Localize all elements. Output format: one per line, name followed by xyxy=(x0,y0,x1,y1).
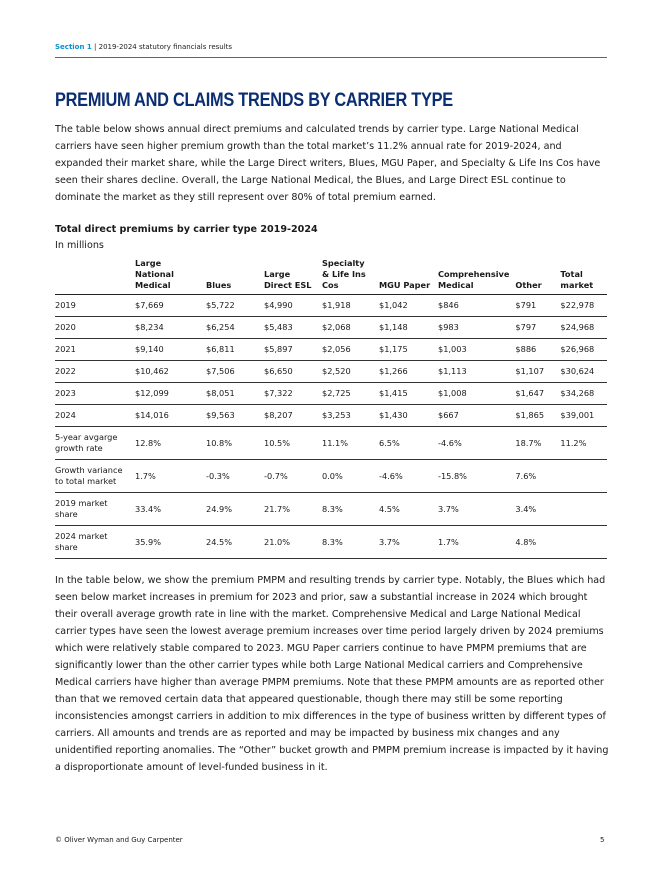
table-cell: $1,042 xyxy=(379,295,438,317)
table-cell: 10.8% xyxy=(206,427,264,460)
table-row xyxy=(55,383,607,405)
table-cell: 6.5% xyxy=(379,427,438,460)
table-cell: $7,506 xyxy=(206,361,264,383)
table-cell: 0.0% xyxy=(322,460,379,493)
table-cell: $6,811 xyxy=(206,339,264,361)
table-cell: 24.9% xyxy=(206,493,264,526)
table-row xyxy=(55,361,607,383)
table-cell: $5,483 xyxy=(264,317,322,339)
table-cell: $9,140 xyxy=(135,339,206,361)
table-cell: $7,322 xyxy=(264,383,322,405)
table-cell: $1,918 xyxy=(322,295,379,317)
table-cell: $34,268 xyxy=(560,383,607,405)
table-cell: $1,107 xyxy=(515,361,560,383)
table-row xyxy=(55,339,607,361)
row-label: 2022 xyxy=(55,361,135,383)
table-cell: $4,990 xyxy=(264,295,322,317)
table-cell: $797 xyxy=(515,317,560,339)
column-header: MGU Paper xyxy=(379,258,438,295)
table-cell: $8,234 xyxy=(135,317,206,339)
table-cell: $30,624 xyxy=(560,361,607,383)
row-label: 2019 xyxy=(55,295,135,317)
table-cell: $1,266 xyxy=(379,361,438,383)
table-cell: $1,113 xyxy=(438,361,515,383)
table-cell: $7,669 xyxy=(135,295,206,317)
column-header: Blues xyxy=(206,258,264,295)
intro-paragraph: The table below shows annual direct premiums and calculated trends by carrier type. Large National Medical carriers have seen higher premium growth than the total market’s 11.2% annual rate for 2019-2024, and expanded their market share, while the Large Direct writers, Blues, MGU Paper, and Specialty & Life Ins Cos have seen their shares decline. Overall, the Large National Medical, the Blues, and Large Direct ESL continue to dominate the market as they still represent over 80% of total premium earned. xyxy=(55,124,601,203)
table-cell: 35.9% xyxy=(135,526,206,559)
table-cell: $5,722 xyxy=(206,295,264,317)
header-divider xyxy=(55,57,607,58)
column-header: Specialty & Life Ins Cos xyxy=(322,258,379,295)
table-cell: $1,430 xyxy=(379,405,438,427)
table-cell: $886 xyxy=(515,339,560,361)
table-cell: -4.6% xyxy=(379,460,438,493)
table-cell: $1,647 xyxy=(515,383,560,405)
table-cell: 8.3% xyxy=(322,493,379,526)
section-label: Section 1 xyxy=(55,43,92,51)
premiums-table xyxy=(55,258,607,559)
table-cell: $1,148 xyxy=(379,317,438,339)
table-title: Total direct premiums by carrier type 2019-2024 xyxy=(55,224,318,235)
table-cell: $3,253 xyxy=(322,405,379,427)
table-cell: $6,254 xyxy=(206,317,264,339)
table-cell: 11.2% xyxy=(560,427,607,460)
table-row xyxy=(55,427,607,460)
table-cell: 3.4% xyxy=(515,493,560,526)
row-label: 2020 xyxy=(55,317,135,339)
table-cell: 21.0% xyxy=(264,526,322,559)
table-row xyxy=(55,493,607,526)
header-separator: | xyxy=(91,43,99,51)
column-header: Large National Medical xyxy=(135,258,206,295)
table-cell: $983 xyxy=(438,317,515,339)
row-label: 2021 xyxy=(55,339,135,361)
running-header xyxy=(55,43,232,51)
table-cell: $1,865 xyxy=(515,405,560,427)
table-cell: 4.8% xyxy=(515,526,560,559)
table-cell: $1,003 xyxy=(438,339,515,361)
table-row xyxy=(55,405,607,427)
table-cell xyxy=(560,493,607,526)
row-label: 2019 market share xyxy=(55,493,135,526)
table-cell: $22,978 xyxy=(560,295,607,317)
table-cell: $26,968 xyxy=(560,339,607,361)
header-subtitle: 2019-2024 statutory financials results xyxy=(98,43,233,51)
row-label: 2023 xyxy=(55,383,135,405)
table-cell: $12,099 xyxy=(135,383,206,405)
table-cell: 3.7% xyxy=(379,526,438,559)
table-cell: 3.7% xyxy=(438,493,515,526)
table-cell: 1.7% xyxy=(135,460,206,493)
page-number: 5 xyxy=(600,836,605,844)
page-title: PREMIUM AND CLAIMS TRENDS BY CARRIER TYPE xyxy=(55,90,453,111)
row-label: 5-year avgarge growth rate xyxy=(55,427,135,460)
table-cell: $5,897 xyxy=(264,339,322,361)
table-cell: -15.8% xyxy=(438,460,515,493)
table-cell: 7.6% xyxy=(515,460,560,493)
table-cell: 8.3% xyxy=(322,526,379,559)
table-cell: -0.3% xyxy=(206,460,264,493)
table-cell: 1.7% xyxy=(438,526,515,559)
table-cell: 33.4% xyxy=(135,493,206,526)
column-header: Total market xyxy=(560,258,607,295)
table-row xyxy=(55,526,607,559)
table-cell: -4.6% xyxy=(438,427,515,460)
table-cell: $1,008 xyxy=(438,383,515,405)
table-cell: $14,016 xyxy=(135,405,206,427)
footer-copyright: © Oliver Wyman and Guy Carpenter xyxy=(55,836,183,844)
table-cell: $6,650 xyxy=(264,361,322,383)
table-cell: 11.1% xyxy=(322,427,379,460)
table-cell: -0.7% xyxy=(264,460,322,493)
table-cell: 4.5% xyxy=(379,493,438,526)
row-label: Growth variance to total market xyxy=(55,460,135,493)
table-cell: $846 xyxy=(438,295,515,317)
row-label: 2024 xyxy=(55,405,135,427)
table-cell: $2,725 xyxy=(322,383,379,405)
table-cell: $10,462 xyxy=(135,361,206,383)
table-cell: $9,563 xyxy=(206,405,264,427)
table-header-row xyxy=(55,258,607,295)
table-cell: $791 xyxy=(515,295,560,317)
column-header: Comprehensive Medical xyxy=(438,258,515,295)
column-header: Other xyxy=(515,258,560,295)
table-cell: 10.5% xyxy=(264,427,322,460)
row-label: 2024 market share xyxy=(55,526,135,559)
table-cell: 18.7% xyxy=(515,427,560,460)
table-subtitle: In millions xyxy=(55,240,104,251)
table-cell: 12.8% xyxy=(135,427,206,460)
table-cell xyxy=(560,526,607,559)
table-cell: $1,175 xyxy=(379,339,438,361)
table-cell: $1,415 xyxy=(379,383,438,405)
column-header: Large Direct ESL xyxy=(264,258,322,295)
table-cell: $2,056 xyxy=(322,339,379,361)
table-cell: $8,051 xyxy=(206,383,264,405)
table-cell xyxy=(560,460,607,493)
table-cell: $39,001 xyxy=(560,405,607,427)
table-cell: $667 xyxy=(438,405,515,427)
table-row xyxy=(55,317,607,339)
table-cell: 24.5% xyxy=(206,526,264,559)
table-row xyxy=(55,295,607,317)
body-paragraph: In the table below, we show the premium PMPM and resulting trends by carrier type. Notably, the Blues which had seen below market increases in premium for 2023 and prior, saw a substantial increase in 2024 which brought their overall average growth rate in line with the market. Comprehensive Medical and Large National Medical carrier types have seen the lowest average premium increases over time period largely driven by 2024 premiums which were relatively stable compared to 2023. MGU Paper carriers continue to have PMPM premiums that are significantly lower than the other carrier types while both Large National Medical carriers and Comprehensive Medical carriers have higher than average PMPM premiums. Note that these PMPM amounts are as reported other than that we removed certain data that appeared questionable, though there may still be some reporting inconsistencies amongst carriers in addition to mix differences in the type of business written by different types of carriers. All amounts and trends are as reported and may be impacted by business mix changes and any unidentified reporting anomalies. The “Other” bucket growth and PMPM premium increase is impacted by it having a disproportionate amount of level-funded business in it. xyxy=(55,575,609,773)
table-cell: $24,968 xyxy=(560,317,607,339)
column-header xyxy=(55,258,135,295)
table-cell: $2,068 xyxy=(322,317,379,339)
table-row xyxy=(55,460,607,493)
table-cell: 21.7% xyxy=(264,493,322,526)
table-cell: $8,207 xyxy=(264,405,322,427)
table-cell: $2,520 xyxy=(322,361,379,383)
